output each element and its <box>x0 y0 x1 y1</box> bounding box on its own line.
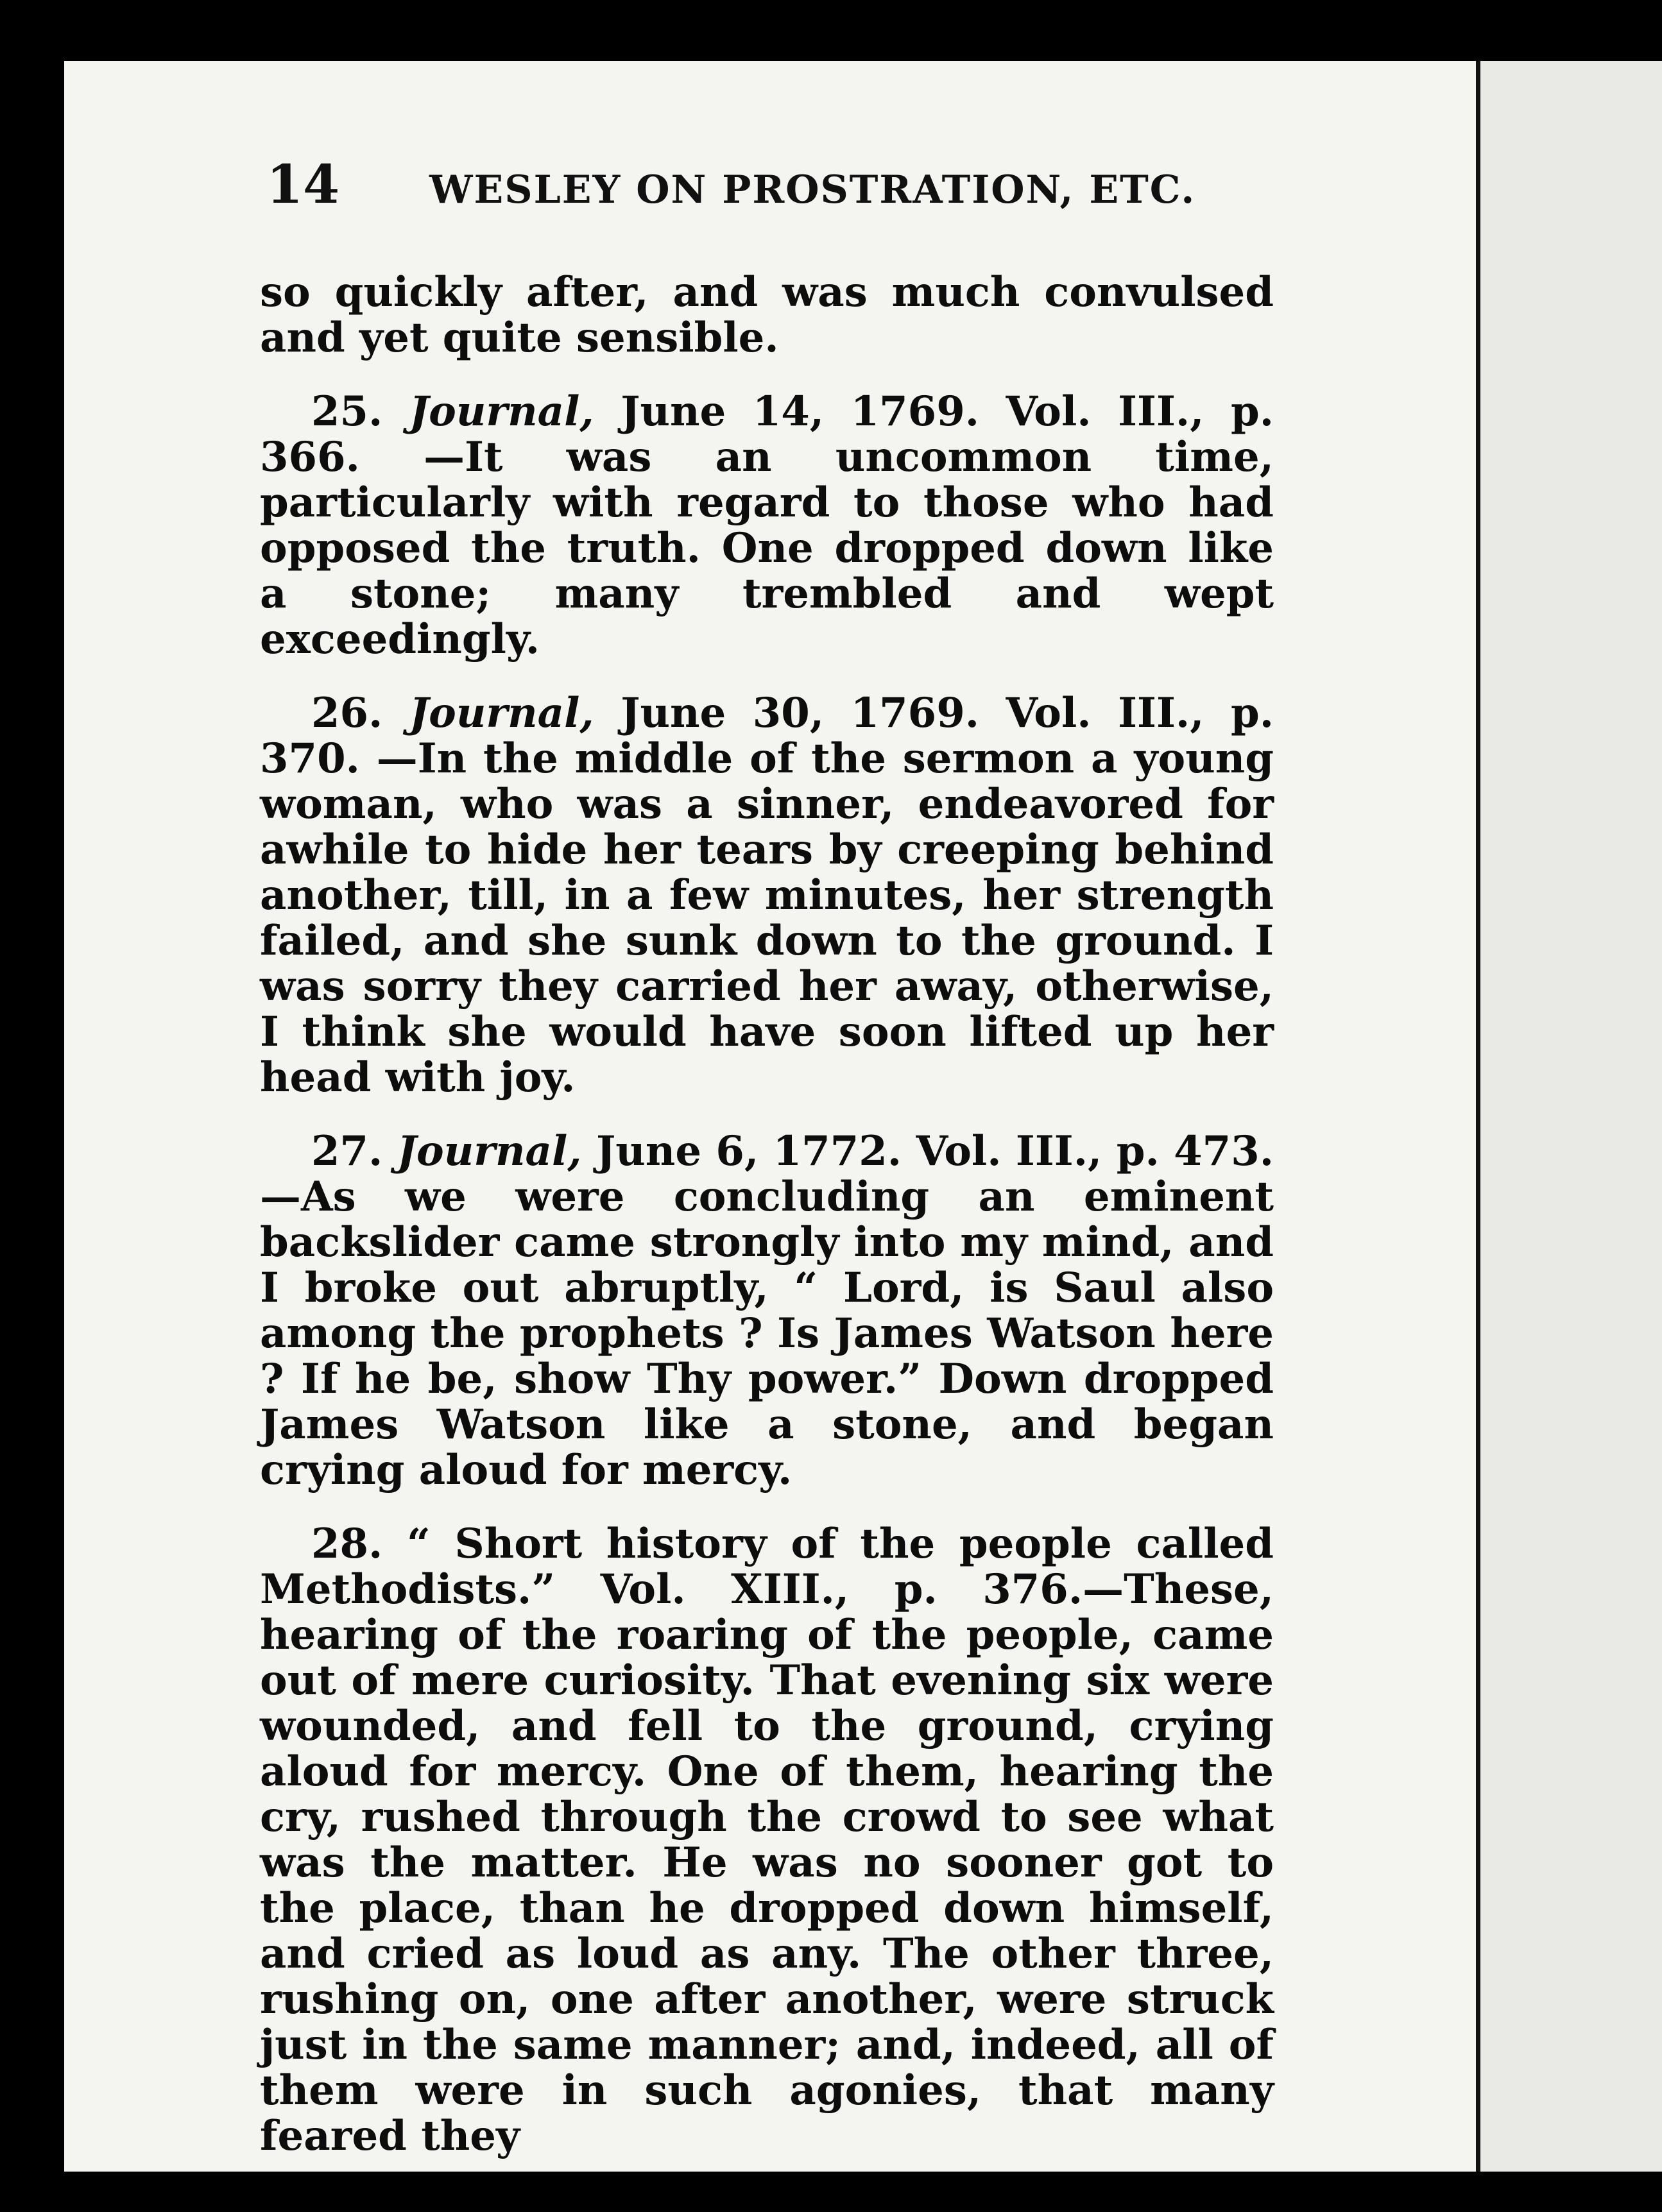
entry-number: 25. <box>311 387 383 436</box>
page-header <box>266 154 1293 225</box>
entry-source: Journal, <box>409 387 594 436</box>
page-gutter-line <box>1476 61 1480 2172</box>
entry-number: 26. <box>311 689 383 737</box>
entry-26 <box>260 690 1274 1100</box>
body-text <box>260 269 1274 2187</box>
paragraph-continuation <box>260 269 1274 361</box>
entry-text: “ Short history of the people called Methodists.” Vol. XIII., p. 376.—These, hearing of the roaring of the people, came out of mere curiosity. That evening six were wounded, and fell to the ground, crying aloud for mercy. One of them, hearing the cry, rushed through the crowd to see what was the matter. He was no sooner got to the place, than he dropped down himself, and cried as loud as any. The other three, rushing on, one after another, were struck just in the same manner; and, indeed, all of them were in such agonies, that many feared they <box>260 1520 1274 2160</box>
paragraph-text: so quickly after, and was much convulsed and yet quite sensible. <box>260 268 1274 362</box>
entry-number: 27. <box>311 1127 383 1175</box>
page-number: 14 <box>266 154 340 216</box>
entry-source: Journal, <box>409 689 594 737</box>
entry-text: June 14, 1769. Vol. III., p. 366. —It was an uncommon time, particularly with regard to those who had opposed the truth. One dropped down like a stone; many trembled and wept exceedingly. <box>260 387 1274 663</box>
running-head: WESLEY ON PROSTRATION, ETC. <box>429 167 1196 212</box>
entry-text: June 30, 1769. Vol. III., p. 370. —In the middle of the sermon a young woman, who was a sinner, endeavored for awhile to hide her tears by creeping behind another, till, in a few minutes, her strength failed, and she sunk down to the ground. I was sorry they carried her away, otherwise, I think she would have soon lifted up her head with joy. <box>260 689 1274 1102</box>
entry-number: 28. <box>311 1520 383 1568</box>
entry-source: Journal, <box>397 1127 582 1175</box>
entry-25 <box>260 389 1274 662</box>
facing-page-margin <box>1480 61 1662 2172</box>
entry-27 <box>260 1128 1274 1493</box>
entry-28 <box>260 1521 1274 2159</box>
entry-text: June 6, 1772. Vol. III., p. 473. —As we were concluding an eminent backslider came strongly into my mind, and I broke out abruptly, “ Lord, is Saul also among the prophets ? Is James Watson here ? If he be, show Thy power.” Down dropped James Watson like a stone, and began crying aloud for mercy. <box>260 1127 1274 1494</box>
